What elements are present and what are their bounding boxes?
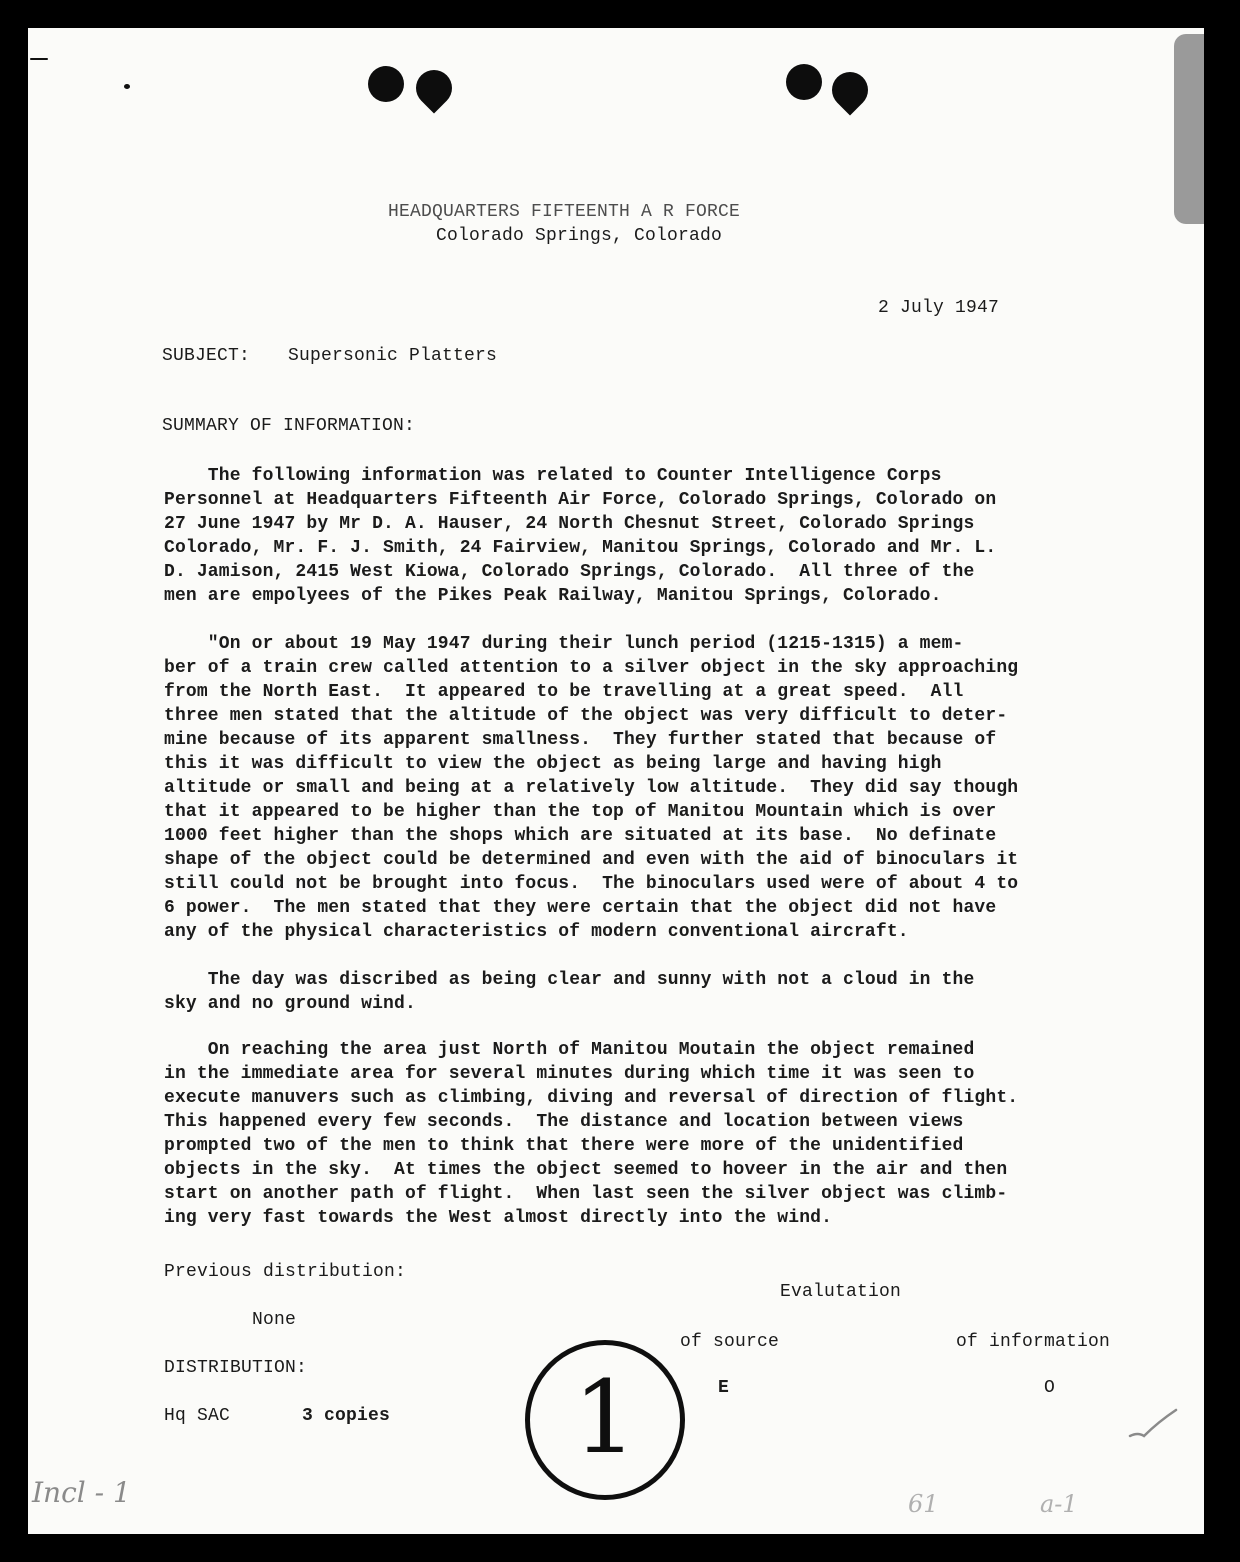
punch-hole <box>409 63 460 114</box>
punch-hole <box>786 64 822 100</box>
paragraph-line: Personnel at Headquarters Fifteenth Air Force, Colorado Springs, Colorado on <box>164 490 997 510</box>
check-mark-icon <box>1128 1408 1178 1442</box>
punch-hole <box>368 66 404 102</box>
paragraph-line: objects in the sky. At times the object seemed to hoveer in the air and then <box>164 1160 1008 1180</box>
ink-speck <box>124 84 130 89</box>
previous-distribution-label: Previous distribution: <box>164 1262 407 1282</box>
paragraph-line: any of the physical characteristics of modern conventional aircraft. <box>164 922 909 942</box>
paragraph-line: 27 June 1947 by Mr D. A. Hauser, 24 North Chesnut Street, Colorado Springs <box>164 514 975 534</box>
paragraph-line: ber of a train crew called attention to a silver object in the sky approaching <box>164 658 1019 678</box>
paragraph-informants <box>164 464 996 608</box>
paragraph-line: still could not be brought into focus. The binoculars used were of about 4 to <box>164 874 1019 894</box>
ink-speck <box>30 58 48 60</box>
document-date: 2 July 1947 <box>878 298 1000 318</box>
paragraph-line: 1000 feet higher than the shops which are situated at its base. No definate <box>164 826 997 846</box>
punch-hole <box>825 65 876 116</box>
page-edge-shadow <box>1174 34 1204 224</box>
handwritten-note: 61 <box>908 1490 939 1518</box>
letterhead-location: Colorado Springs, Colorado <box>436 226 723 246</box>
paragraph-line: 6 power. The men stated that they were certain that the object did not have <box>164 898 997 918</box>
paragraph-line: On reaching the area just North of Manitou Moutain the object remained <box>164 1040 975 1060</box>
paragraph-weather <box>164 968 974 1016</box>
document-page <box>28 28 1204 1534</box>
evaluation-title: Evalutation <box>780 1282 902 1302</box>
paragraph-line: altitude or small and being at a relatively low altitude. They did say though <box>164 778 1019 798</box>
evaluation-information-value: O <box>1044 1378 1056 1398</box>
paragraph-sighting <box>164 632 1018 944</box>
paragraph-line: This happened every few seconds. The distance and location between views <box>164 1112 964 1132</box>
distribution-copies: 3 copies <box>302 1406 391 1426</box>
subject-text: Supersonic Platters <box>288 346 498 366</box>
paragraph-line: execute manuvers such as climbing, diving and reversal of direction of flight. <box>164 1088 1019 1108</box>
paragraph-line: this it was difficult to view the object as being large and having high <box>164 754 942 774</box>
paragraph-line: from the North East. It appeared to be travelling at a great speed. All <box>164 682 964 702</box>
paragraph-line: ing very fast towards the West almost directly into the wind. <box>164 1208 833 1228</box>
paragraph-maneuvers <box>164 1038 1018 1230</box>
paragraph-line: sky and no ground wind. <box>164 994 416 1014</box>
paragraph-line: that it appeared to be higher than the top of Manitou Mountain which is over <box>164 802 997 822</box>
previous-distribution-value: None <box>252 1310 297 1330</box>
paragraph-line: The following information was related to Counter Intelligence Corps <box>164 466 942 486</box>
paragraph-line: start on another path of flight. When last seen the silver object was climb- <box>164 1184 1008 1204</box>
paragraph-line: Colorado, Mr. F. J. Smith, 24 Fairview, Manitou Springs, Colorado and Mr. L. <box>164 538 997 558</box>
evaluation-source-value: E <box>718 1378 730 1398</box>
subject-label: SUBJECT: <box>162 346 251 366</box>
paragraph-line: The day was discribed as being clear and sunny with not a cloud in the <box>164 970 975 990</box>
handwritten-enclosure: Incl - 1 <box>32 1476 131 1509</box>
paragraph-line: "On or about 19 May 1947 during their lunch period (1215-1315) a mem- <box>164 634 964 654</box>
summary-heading: SUMMARY OF INFORMATION: <box>162 416 416 436</box>
paragraph-line: mine because of its apparent smallness. They further stated that because of <box>164 730 997 750</box>
handwritten-note: a-1 <box>1040 1490 1078 1518</box>
paragraph-line: prompted two of the men to think that there were more of the unidentified <box>164 1136 964 1156</box>
paragraph-line: men are empolyees of the Pikes Peak Railway, Manitou Springs, Colorado. <box>164 586 942 606</box>
letterhead-org: HEADQUARTERS FIFTEENTH A R FORCE <box>388 202 741 222</box>
paragraph-line: three men stated that the altitude of the object was very difficult to deter- <box>164 706 1008 726</box>
paragraph-line: in the immediate area for several minutes during which time it was seen to <box>164 1064 975 1084</box>
evaluation-source-label: of source <box>680 1332 780 1352</box>
distribution-label: DISTRIBUTION: <box>164 1358 308 1378</box>
paragraph-line: shape of the object could be determined and even with the aid of binoculars it <box>164 850 1019 870</box>
circled-number-stamp <box>525 1340 685 1500</box>
circled-number: 1 <box>573 1359 637 1476</box>
evaluation-information-label: of information <box>956 1332 1111 1352</box>
paragraph-line: D. Jamison, 2415 West Kiowa, Colorado Springs, Colorado. All three of the <box>164 562 975 582</box>
distribution-recipient: Hq SAC <box>164 1406 231 1426</box>
